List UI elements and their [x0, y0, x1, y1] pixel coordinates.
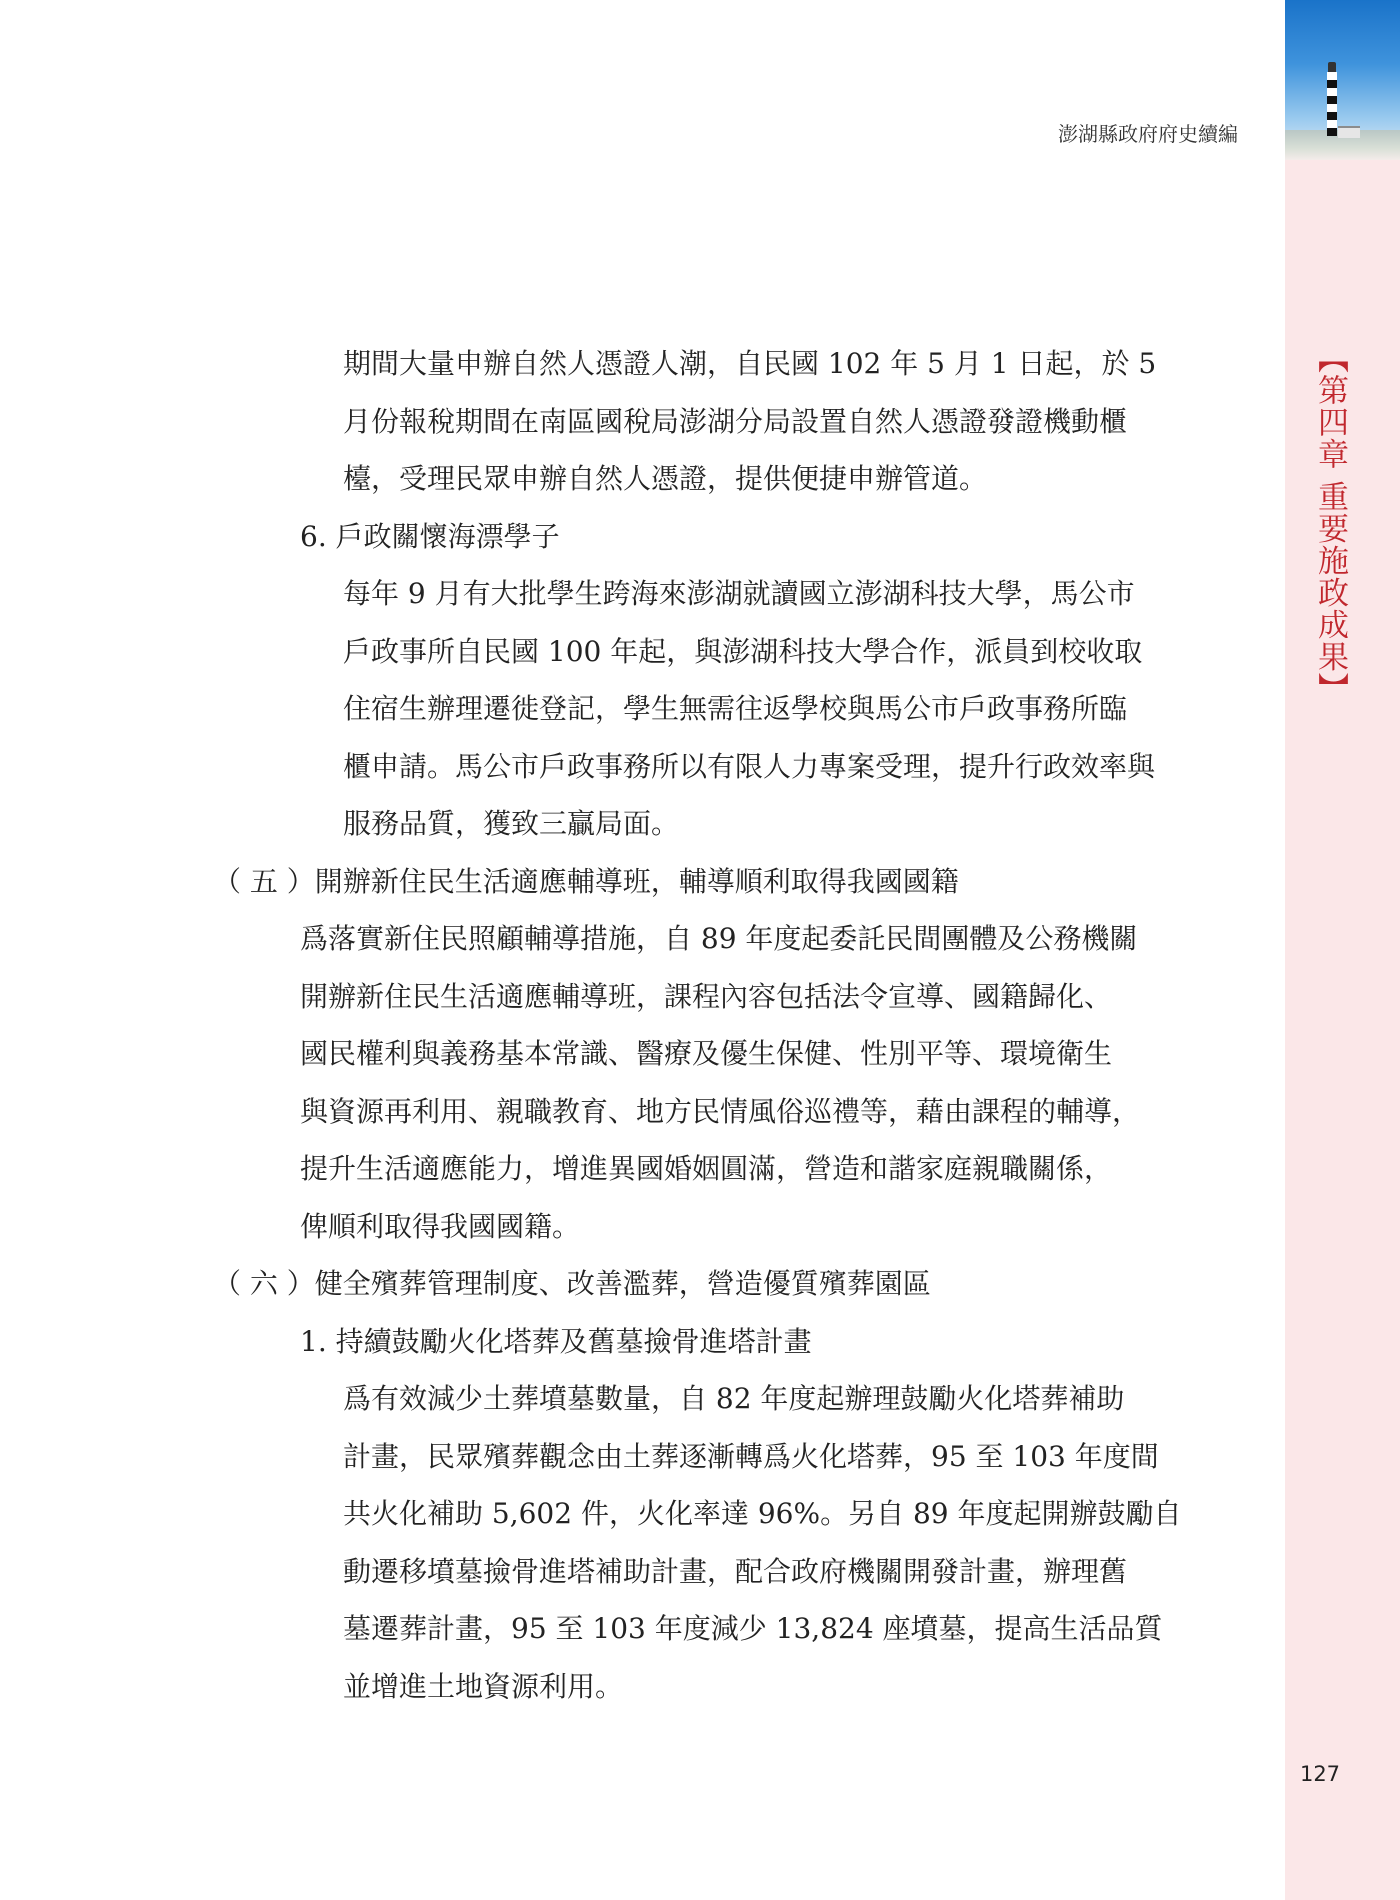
- text-line: 與資源再利用、親職教育、地方民情風俗巡禮等，藉由課程的輔導，: [300, 1094, 1141, 1128]
- text-line: 並增進土地資源利用。: [343, 1669, 624, 1703]
- text-line: 戶政事所自民國 100 年起，與澎湖科技大學合作，派員到校收取: [343, 634, 1143, 668]
- side-decorative-strip: [1285, 0, 1400, 1900]
- text-line: 計畫，民眾殯葬觀念由土葬逐漸轉爲火化塔葬，95 至 103 年度間: [343, 1439, 1159, 1473]
- lighthouse-lamp: [1328, 62, 1336, 72]
- text-line: 俾順利取得我國國籍。: [300, 1209, 581, 1243]
- item-6-heading: 6. 戶政關懷海漂學子: [300, 519, 560, 553]
- lighthouse-tower: [1327, 72, 1337, 136]
- text-line: 期間大量申辦自然人憑證人潮，自民國 102 年 5 月 1 日起，於 5: [343, 347, 1157, 380]
- text-line: 爲有效減少土葬墳墓數量，自 82 年度起辦理鼓勵火化塔葬補助: [343, 1382, 1125, 1415]
- lighthouse-photo: [1285, 0, 1400, 160]
- item-1-heading: 1. 持續鼓勵火化塔葬及舊墓撿骨進塔計畫: [300, 1324, 812, 1358]
- text-line: 住宿生辦理遷徙登記，學生無需往返學校與馬公市戶政事務所臨: [343, 692, 1128, 725]
- keeper-house: [1338, 126, 1360, 138]
- page-number: 127: [1299, 1762, 1341, 1786]
- lighthouse-icon: [1326, 62, 1338, 136]
- text-line: 墓遷葬計畫，95 至 103 年度減少 13,824 座墳墓，提高生活品質: [343, 1612, 1163, 1645]
- text-line: 檯，受理民眾申辦自然人憑證，提供便捷申辦管道。: [343, 462, 988, 495]
- text-line: 每年 9 月有大批學生跨海來澎湖就讀國立澎湖科技大學，馬公市: [343, 577, 1135, 610]
- page-body: [0, 335, 1285, 1715]
- text-line: 爲落實新住民照顧輔導措施，自 89 年度起委託民間團體及公務機關: [300, 922, 1138, 955]
- text-line: 開辦新住民生活適應輔導班，課程內容包括法令宣導、國籍歸化、: [300, 979, 1113, 1013]
- running-header: 澎湖縣政府府史續編: [1058, 122, 1238, 146]
- section-6-heading: （ 六 ）健全殯葬管理制度、改善濫葬，營造優質殯葬園區: [213, 1267, 931, 1300]
- chapter-label: 【第四章 重要施政成果】: [1312, 342, 1348, 705]
- text-line: 提升生活適應能力，增進異國婚姻圓滿，營造和諧家庭親職關係，: [300, 1152, 1113, 1185]
- text-line: 月份報稅期間在南區國稅局澎湖分局設置自然人憑證發證機動櫃: [343, 404, 1128, 438]
- section-5-heading: （ 五 ）開辦新住民生活適應輔導班，輔導順利取得我國國籍: [213, 864, 959, 898]
- text-line: 國民權利與義務基本常識、醫療及優生保健、性別平等、環境衛生: [300, 1037, 1113, 1070]
- text-line: 動遷移墳墓撿骨進塔補助計畫，配合政府機關開發計畫，辦理舊: [343, 1554, 1128, 1588]
- text-line: 服務品質，獲致三贏局面。: [343, 807, 680, 840]
- text-line: 櫃申請。馬公市戶政事務所以有限人力專案受理，提升行政效率與: [343, 749, 1156, 783]
- text-line: 共火化補助 5,602 件，火化率達 96%。另自 89 年度起開辦鼓勵自: [343, 1497, 1182, 1530]
